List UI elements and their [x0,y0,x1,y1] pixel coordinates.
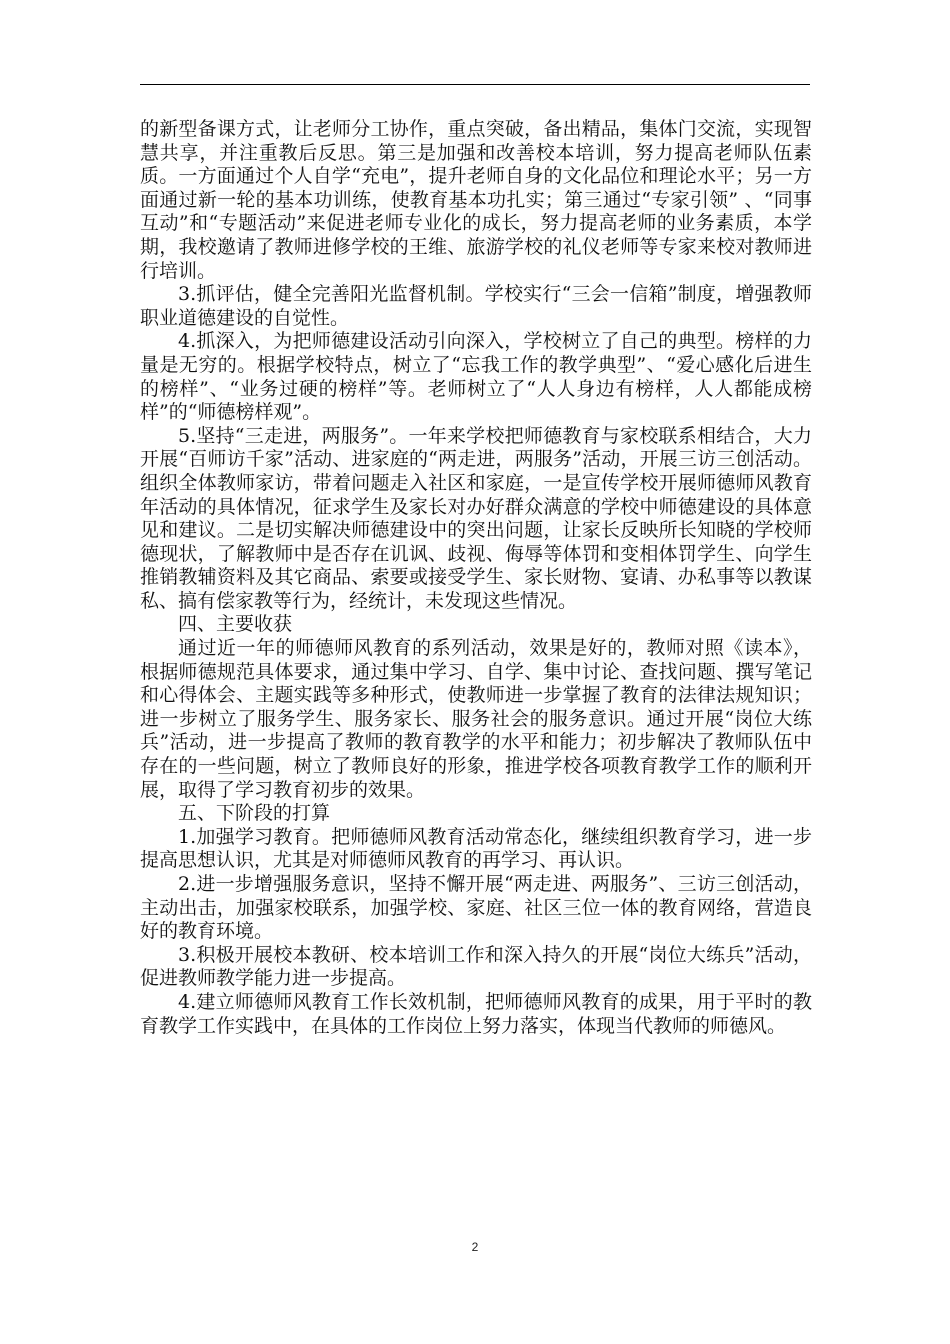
paragraph-10: 3.积极开展校本教研、校本培训工作和深入持久的开展“岗位大练兵”活动，促进教师教学能力进一步提高。 [140,943,812,990]
section-heading-5: 五、下阶段的打算 [178,802,331,825]
paragraph-8: 1.加强学习教育。把师德师风教育活动常态化，继续组织教育学习，进一步提高思想认识，尤其是对师德师风教育的再学习、再认识。 [140,825,812,872]
paragraph-6: 通过近一年的师德师风教育的系列活动，效果是好的，教师对照《读本》，根据师德规范具体要求，通过集中学习、自学、集中讨论、查找问题、撰写笔记和心得体会、主题实践等多种形式，使教师进一步掌握了教育的法律法规知识；进一步树立了服务学生、服务家长、服务社会的服务意识。通过开展“岗位大练兵”活动，进一步提高了教师的教育教学的水平和能力；初步解决了教师队伍中存在的一些问题，树立了教师良好的形象，推进学校各项教育教学工作的顺利开展，取得了学习教育初步的效果。 [140,637,812,801]
paragraph-9: 2.进一步增强服务意识，坚持不懈开展“两走进、两服务”、三访三创活动，主动出击，加强家校联系，加强学校、家庭、社区三位一体的教育网络，营造良好的教育环境。 [140,873,812,943]
header-rule [140,84,810,85]
paragraph-3: 4.抓深入，为把师德建设活动引向深入，学校树立了自己的典型。榜样的力量是无穷的。根据学校特点，树立了“忘我工作的教学典型”、“爱心感化后进生的榜样”、“业务过硬的榜样”等。老师树立了“人人身边有榜样，人人都能成榜样”的“师德榜样观”。 [140,330,812,424]
paragraph-4: 5.坚持“三走进，两服务”。一年来学校把师德教育与家校联系相结合，大力开展“百师访千家”活动、进家庭的“两走进，两服务”活动，开展三访三创活动。组织全体教师家访，带着问题走入社区和家庭，一是宣传学校开展师德师风教育年活动的具体情况，征求学生及家长对办好群众满意的学校中师德建设的具体意见和建议。二是切实解决师德建设中的突出问题，让家长反映所长知晓的学校师德现状，了解教师中是否存在讥讽、歧视、侮辱等体罚和变相体罚学生、向学生推销教辅资料及其它商品、索要或接受学生、家长财物、宴请、办私事等以教谋私、搞有偿家教等行为，经统计，未发现这些情况。 [140,424,812,612]
paragraph-1: 的新型备课方式，让老师分工协作，重点突破，备出精品，集体门交流，实现智慧共享，并注重教后反思。第三是加强和改善校本培训，努力提高老师队伍素质。一方面通过个人自学“充电”，提升老师自身的文化品位和理论水平；另一方面通过新一轮的基本功训练，使教育基本功扎实；第三通过“专家引领” 、“同事互动”和“专题活动”来促进老师专业化的成长，努力提高老师的业务素质，本学期，我校邀请了教师进修学校的王维、旅游学校的礼仪老师等专家来校对教师进行培训。 [140,118,812,282]
page-number: 2 [471,1240,479,1254]
paragraph-11: 4.建立师德师风教育工作长效机制，把师德师风教育的成果，用于平时的教育教学工作实践中，在具体的工作岗位上努力落实，体现当代教师的师德风。 [140,990,812,1037]
document-body [140,118,812,1038]
paragraph-2: 3.抓评估，健全完善阳光监督机制。学校实行“三会一信箱”制度，增强教师职业道德建设的自觉性。 [140,283,812,329]
section-heading-4: 四、主要收获 [178,613,293,636]
